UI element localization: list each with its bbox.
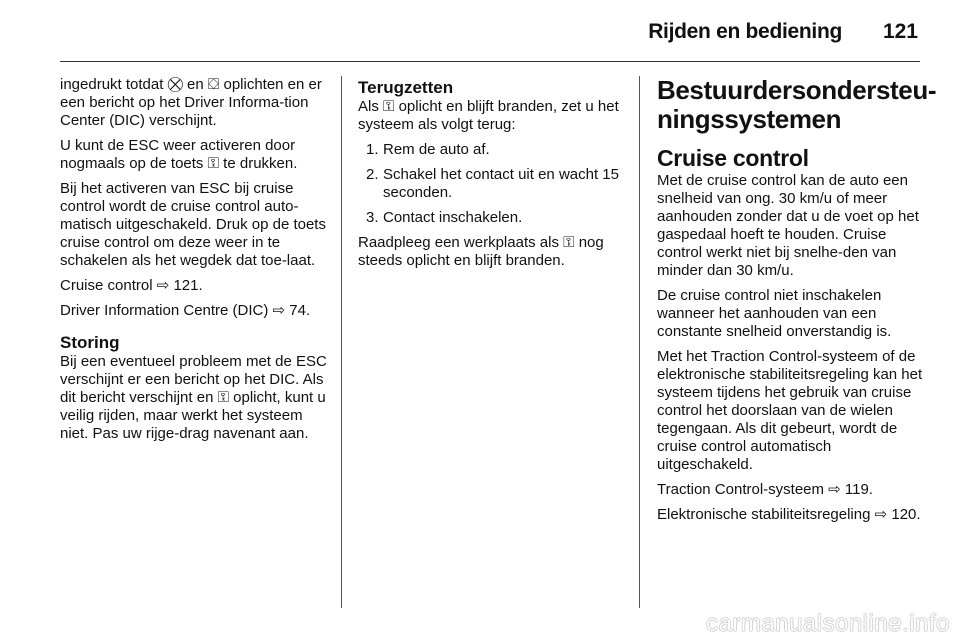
list-item-text: Rem de auto af.	[383, 141, 490, 158]
paragraph: ingedrukt totdat ⛒ en ⛋ oplichten en er een bericht op het Driver Informa-tion Center (DIC) verschijnt.	[60, 76, 322, 129]
column-divider-right	[639, 76, 640, 608]
chapter-heading: Bestuurdersondersteu-ningssystemen	[657, 75, 937, 134]
list-item-number: 2.	[366, 166, 379, 183]
list-item	[358, 209, 630, 227]
page-number: 121	[882, 20, 918, 43]
paragraph: Bij het activeren van ESC bij cruise control wordt de cruise control auto-matisch uitgeschakeld. Druk op de toets cruise control om deze weer in te schakelen als het wegdek dat toe-laat.	[60, 180, 326, 269]
section-heading-cruise-control: Cruise control	[657, 145, 809, 171]
steps-list	[358, 141, 630, 227]
paragraph: Met de cruise control kan de auto een snelheid van ong. 30 km/u of meer aanhouden zonder dat u de voet op het gaspedaal hoeft te houden. Cruise control werkt niet bij snelhe-den van minder dan 30 km/u.	[657, 172, 919, 279]
cross-reference: Cruise control ⇨ 121.	[60, 277, 203, 294]
header-divider	[60, 61, 920, 62]
paragraph: De cruise control niet inschakelen wanneer het aanhouden van een constante snelheid onverstandig is.	[657, 287, 892, 340]
list-item	[358, 166, 630, 202]
list-item-text: Contact inschakelen.	[383, 209, 523, 226]
page-header-title: Rijden en bediening	[648, 20, 842, 43]
section-heading-storing: Storing	[60, 333, 120, 352]
cross-reference: Driver Information Centre (DIC) ⇨ 74.	[60, 302, 311, 319]
watermark: carmanualsonline.info	[706, 610, 950, 637]
paragraph: Als ⚿ oplicht en blijft branden, zet u het systeem als volgt terug:	[358, 98, 619, 133]
list-item-text: Schakel het contact uit en wacht 15 seconden.	[383, 166, 619, 201]
cross-reference: Traction Control-systeem ⇨ 119.	[657, 481, 873, 498]
list-item	[358, 141, 630, 159]
paragraph: Met het Traction Control-systeem of de elektronische stabiliteitsregeling kan het systeem tijdens het gebruik van cruise control het doorslaan van de wielen tegengaan. Als dit gebeurt, wordt de cruise control automatisch uitgeschakeld.	[657, 348, 923, 473]
column-right	[657, 75, 937, 531]
column-left	[60, 76, 332, 450]
paragraph: Raadpleeg een werkplaats als ⚿ nog steeds oplicht en blijft branden.	[358, 234, 604, 269]
paragraph: Bij een eventueel probleem met de ESC verschijnt er een bericht op het DIC. Als dit bericht verschijnt en ⚿ oplicht, kunt u veilig rijden, maar werkt het systeem niet. Pas uw rijge-drag navenant aan.	[60, 353, 327, 442]
list-item-number: 3.	[366, 209, 379, 226]
list-item-number: 1.	[366, 141, 379, 158]
column-divider-left	[341, 76, 342, 608]
section-heading-terugzetten: Terugzetten	[358, 78, 454, 97]
paragraph: U kunt de ESC weer activeren door nogmaals op de toets ⚿ te drukken.	[60, 137, 298, 172]
cross-reference: Elektronische stabiliteitsregeling ⇨ 120.	[657, 506, 921, 523]
column-middle	[358, 76, 630, 277]
